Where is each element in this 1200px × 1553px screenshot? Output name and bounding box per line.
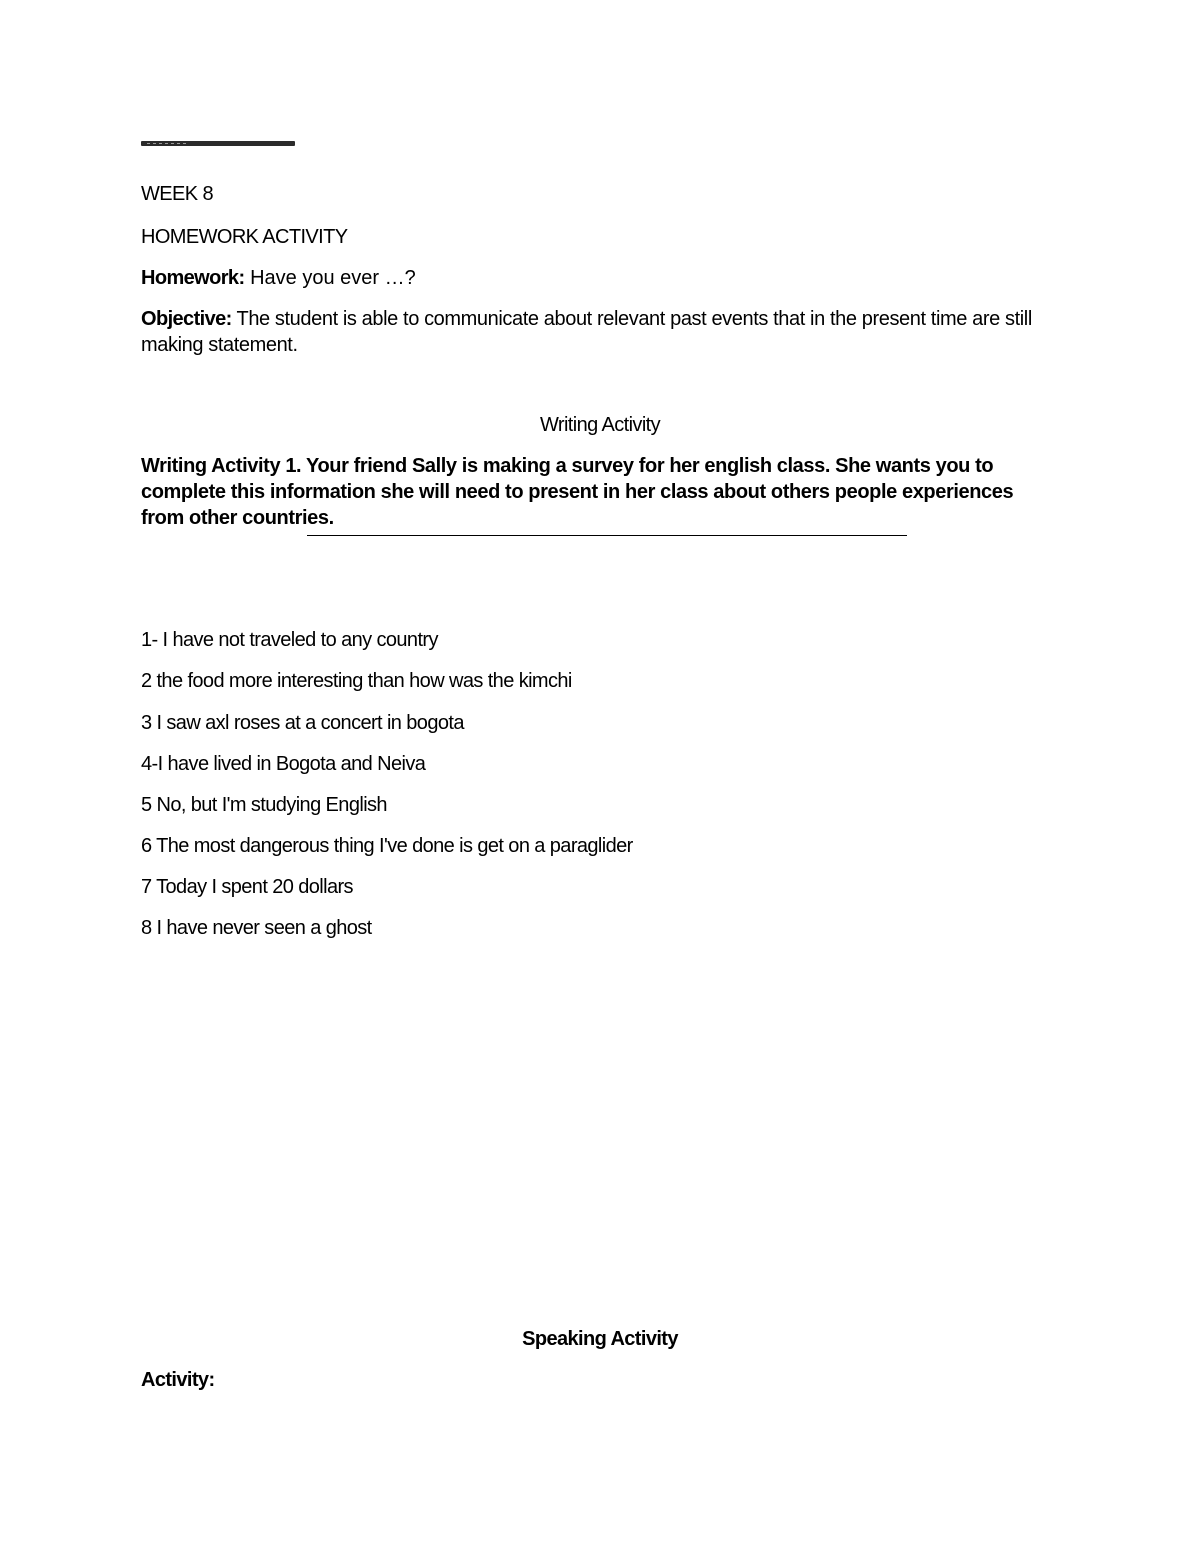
homework-text: Have you ever …? bbox=[244, 267, 416, 289]
week-label: WEEK 8 bbox=[141, 183, 213, 205]
header-image-bar bbox=[141, 141, 295, 146]
answer-item-4: 4-I have lived in Bogota and Neiva bbox=[141, 753, 426, 775]
writing-activity-instructions: Writing Activity 1. Your friend Sally is making a survey for her english class. She wants you to complete this information she will need to present in her class about others people experiences from other countries. bbox=[141, 455, 1014, 529]
writing-activity-title: Writing Activity bbox=[539, 414, 661, 436]
objective-text: The student is able to communicate about relevant past events that in the present time are still making statement. bbox=[141, 308, 1032, 356]
answer-item-7: 7 Today I spent 20 dollars bbox=[141, 876, 353, 898]
answer-item-1: 1- I have not traveled to any country bbox=[141, 629, 438, 651]
activity-type-label: HOMEWORK ACTIVITY bbox=[141, 226, 348, 248]
answer-item-5: 5 No, but I'm studying English bbox=[141, 794, 387, 816]
answer-item-3: 3 I saw axl roses at a concert in bogota bbox=[141, 712, 464, 734]
answer-item-8: 8 I have never seen a ghost bbox=[141, 917, 372, 939]
speaking-activity-title: Speaking Activity bbox=[522, 1328, 678, 1350]
answer-item-2: 2 the food more interesting than how was the kimchi bbox=[141, 670, 572, 692]
homework-label: Homework: bbox=[141, 267, 245, 289]
speaking-activity-label: Activity: bbox=[141, 1369, 215, 1391]
objective-paragraph bbox=[141, 306, 1056, 358]
answer-underline bbox=[307, 535, 907, 536]
answer-item-6: 6 The most dangerous thing I've done is get on a paraglider bbox=[141, 835, 633, 857]
homework-line bbox=[141, 265, 416, 291]
objective-label: Objective: bbox=[141, 308, 232, 330]
